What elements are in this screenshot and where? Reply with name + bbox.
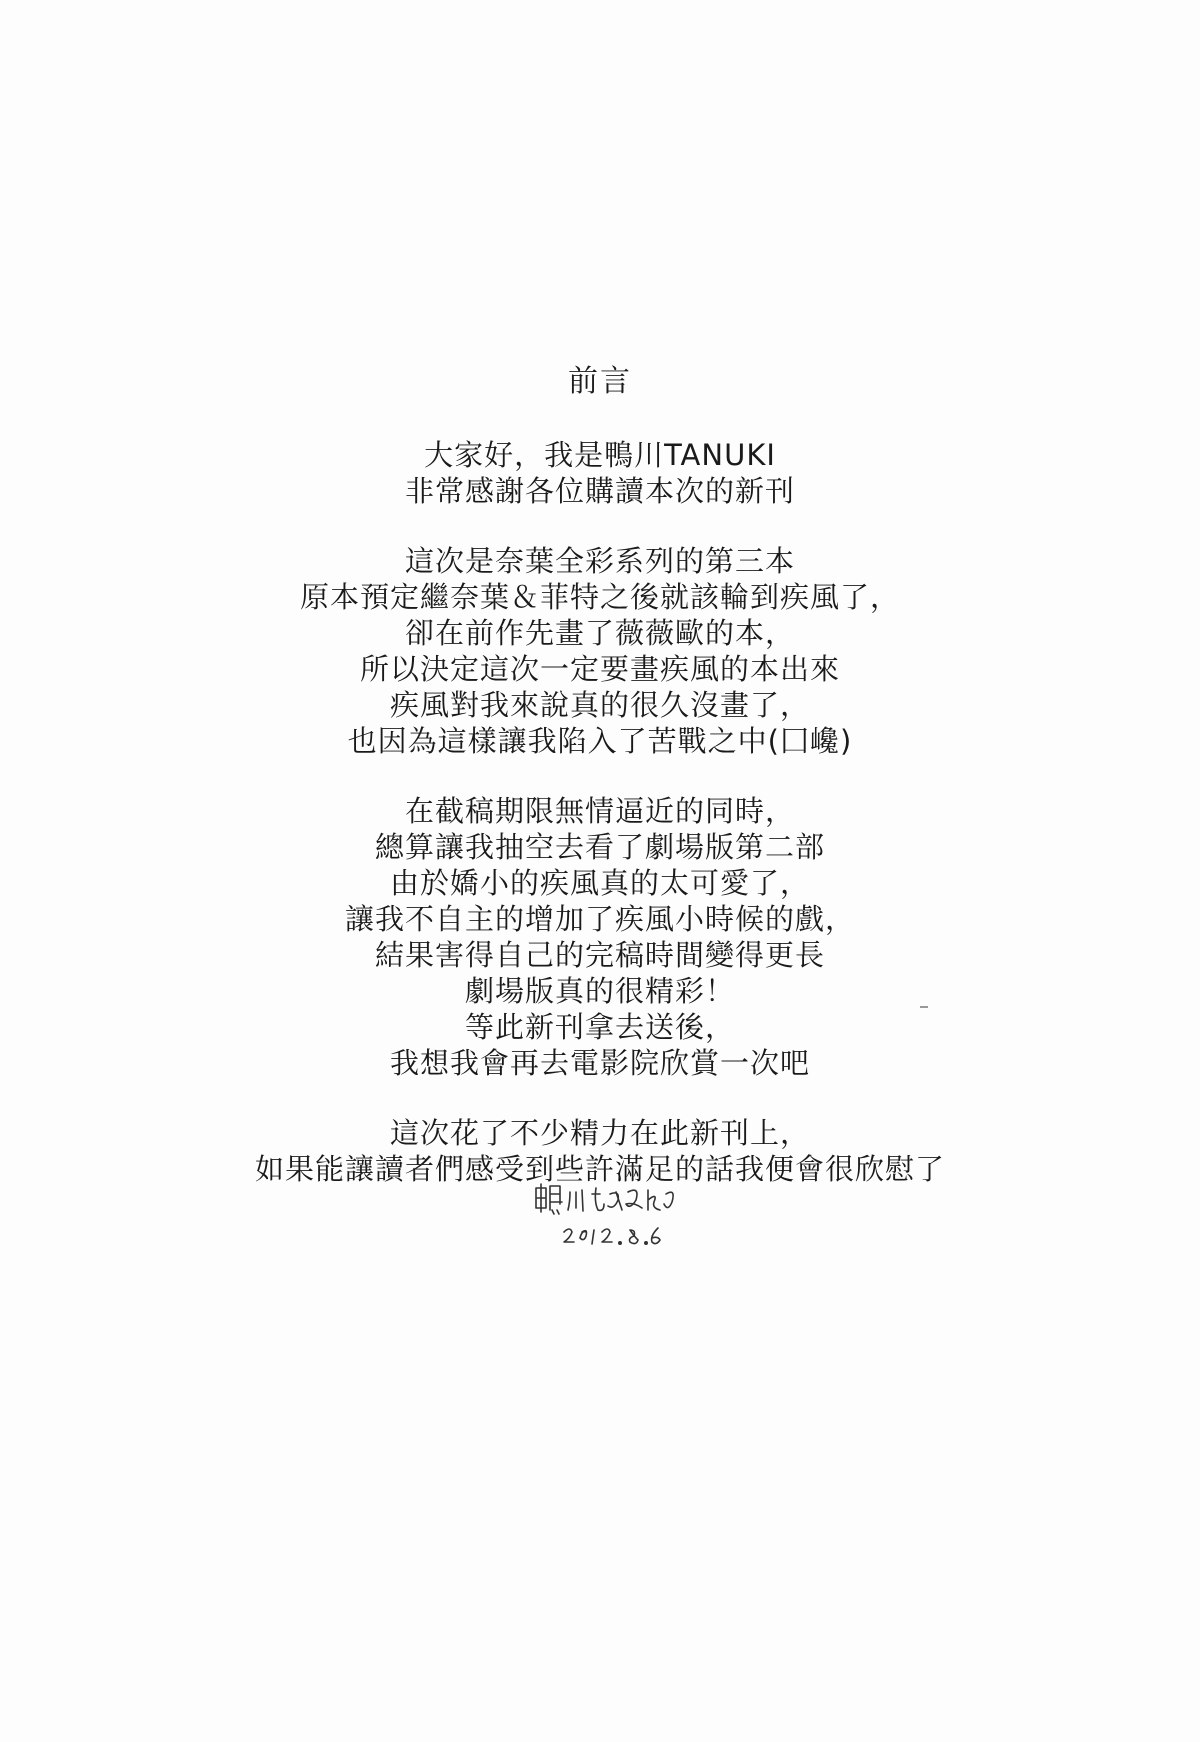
text-line: 總算讓我抽空去看了劇場版第二部 xyxy=(374,830,825,864)
text-line: 疾風對我來說真的很久沒畫了， xyxy=(389,688,810,722)
paragraph-closing xyxy=(0,1115,1200,1187)
text-line: 在截稿期限無情逼近的同時， xyxy=(404,794,795,828)
paragraph-greeting xyxy=(0,437,1200,509)
text-line: 結果害得自己的完稿時間變得更長 xyxy=(374,938,825,972)
text-line: 大家好，我是鴨川TANUKI xyxy=(424,438,776,472)
text-line: 原本預定繼奈葉＆菲特之後就該輪到疾風了， xyxy=(299,580,900,614)
paragraph-series xyxy=(0,543,1200,759)
text-line: 這次花了不少精力在此新刊上， xyxy=(389,1116,810,1150)
text-line: 如果能讓讀者們感受到些許滿足的話我便會很欣慰了 xyxy=(254,1152,945,1186)
text-line: 劇場版真的很精彩！ xyxy=(464,974,735,1008)
text-line: 卻在前作先畫了薇薇歐的本， xyxy=(404,616,795,650)
text-line: 由於嬌小的疾風真的太可愛了， xyxy=(389,866,810,900)
scan-mark xyxy=(920,1006,928,1008)
paragraph-movie xyxy=(0,793,1200,1081)
preface-body xyxy=(0,362,1200,1221)
text-line: 讓我不自主的增加了疾風小時候的戲， xyxy=(344,902,855,936)
text-line: 我想我會再去電影院欣賞一次吧 xyxy=(389,1046,810,1080)
text-line: 非常感謝各位購讀本次的新刊 xyxy=(404,474,795,508)
text-line: 這次是奈葉全彩系列的第三本 xyxy=(404,544,795,578)
text-line: 等此新刊拿去送後， xyxy=(464,1010,735,1044)
text-line: 所以決定這次一定要畫疾風的本出來 xyxy=(359,652,840,686)
page-title: 前言 xyxy=(568,364,632,399)
handwritten-signature xyxy=(530,1180,690,1260)
text-line: 也因為這樣讓我陷入了苦戰之中(囗巉) xyxy=(347,724,853,758)
